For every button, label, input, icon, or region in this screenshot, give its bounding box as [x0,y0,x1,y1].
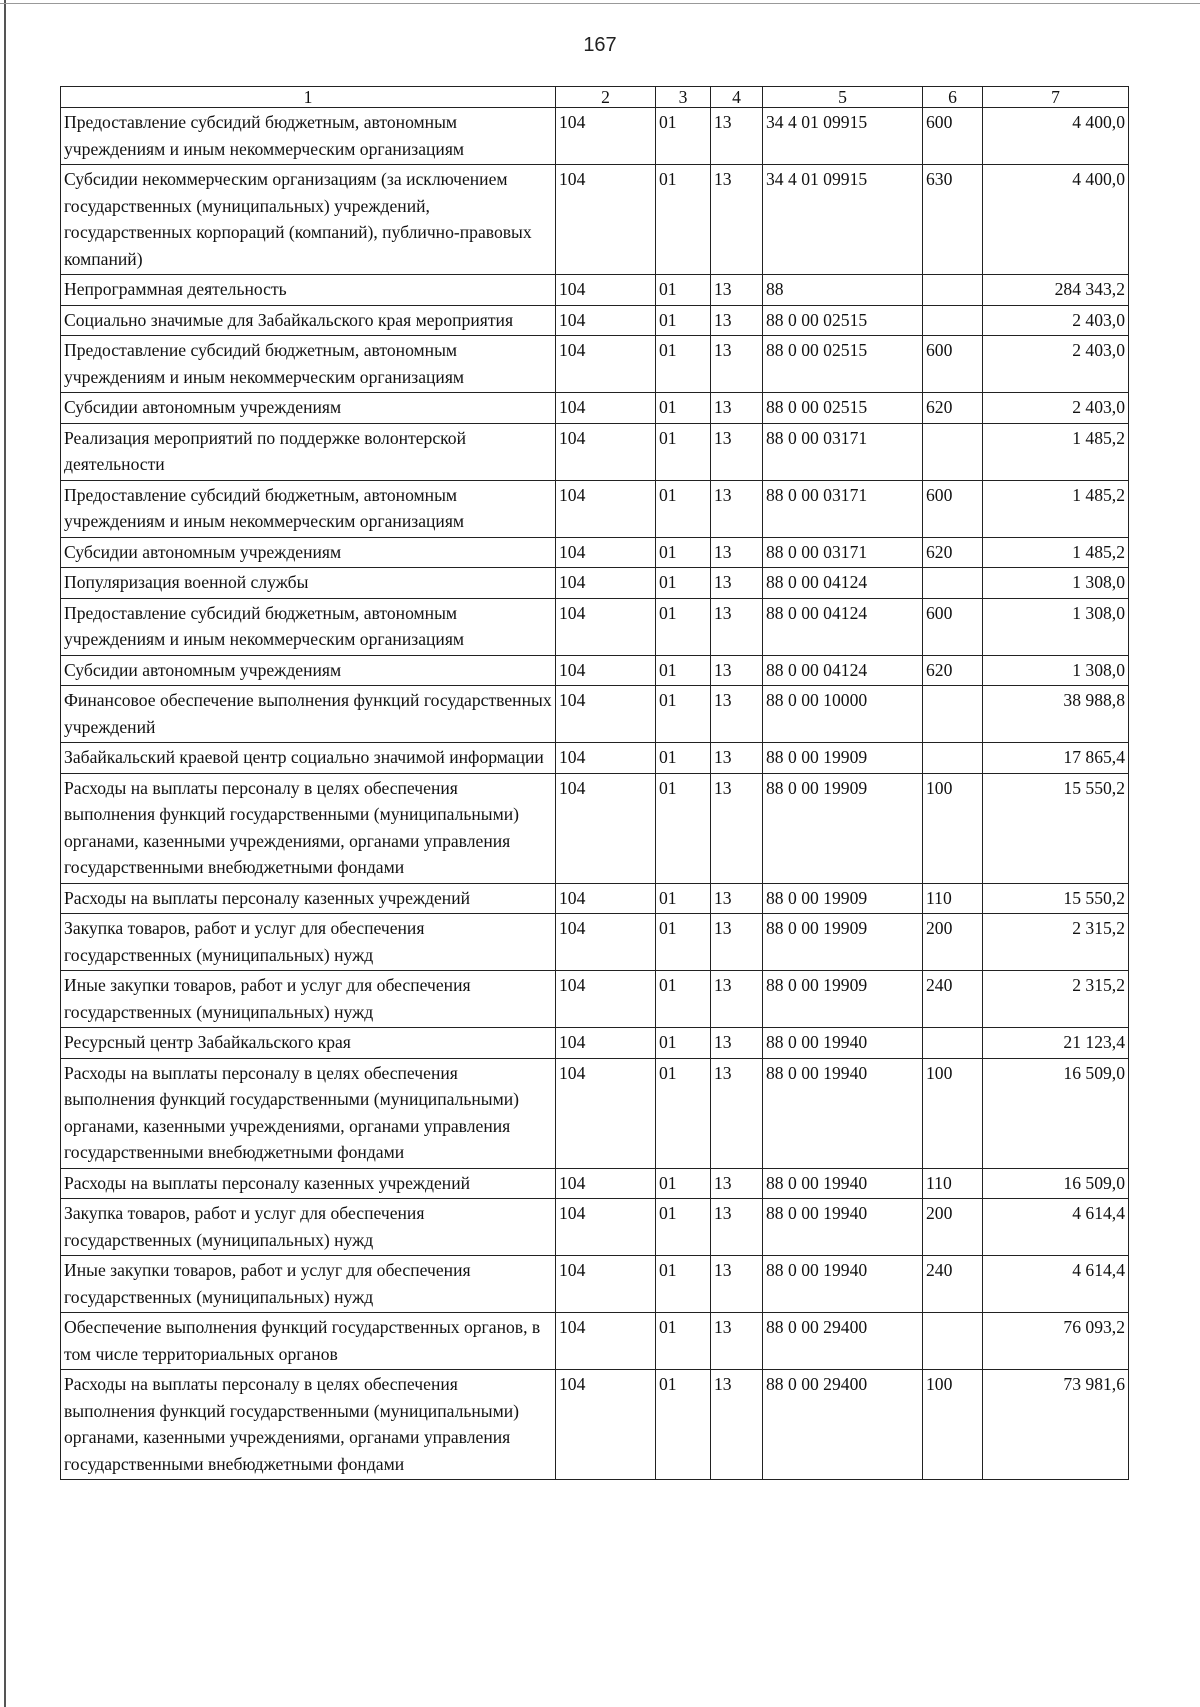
amount-cell: 1 485,2 [983,537,1129,568]
name-cell: Обеспечение выполнения функций государственных органов, в том числе территориальных органов [61,1313,556,1370]
section-cell: 104 [556,1058,656,1168]
subsection-cell: 01 [656,275,711,306]
amount-cell: 1 485,2 [983,480,1129,537]
item-cell: 13 [711,1199,763,1256]
item-cell: 13 [711,598,763,655]
amount-cell: 4 400,0 [983,165,1129,275]
name-cell: Расходы на выплаты персоналу казенных учреждений [61,1168,556,1199]
name-cell: Финансовое обеспечение выполнения функций государственных учреждений [61,686,556,743]
amount-cell: 2 315,2 [983,971,1129,1028]
table-row [61,971,1129,1028]
amount-cell: 16 509,0 [983,1058,1129,1168]
scan-left-border [4,0,6,1707]
section-cell: 104 [556,423,656,480]
subsection-cell: 01 [656,1199,711,1256]
expense-type-cell: 100 [923,773,983,883]
column-header: 1 [61,87,556,108]
section-cell: 104 [556,914,656,971]
header-row [61,87,1129,108]
expense-type-cell: 600 [923,480,983,537]
target-code-cell: 88 0 00 03171 [763,480,923,537]
table-row [61,1058,1129,1168]
subsection-cell: 01 [656,305,711,336]
table-row [61,686,1129,743]
subsection-cell: 01 [656,568,711,599]
table-row [61,275,1129,306]
expense-type-cell: 240 [923,971,983,1028]
name-cell: Субсидии некоммерческим организациям (за исключением государственных (муниципальных) учреждений, государственных корпораций (компаний), публично-правовых компаний) [61,165,556,275]
target-code-cell: 88 0 00 29400 [763,1370,923,1480]
name-cell: Иные закупки товаров, работ и услуг для обеспечения государственных (муниципальных) нужд [61,1256,556,1313]
amount-cell: 16 509,0 [983,1168,1129,1199]
section-cell: 104 [556,393,656,424]
subsection-cell: 01 [656,743,711,774]
table-row [61,336,1129,393]
expense-type-cell [923,1028,983,1059]
table-row [61,598,1129,655]
name-cell: Расходы на выплаты персоналу в целях обеспечения выполнения функций государственными (муниципальными) органами, казенными учреждениями, органами управления государственными внебюджетными фондами [61,1370,556,1480]
name-cell: Субсидии автономным учреждениям [61,537,556,568]
expense-type-cell: 600 [923,108,983,165]
table-row [61,108,1129,165]
item-cell: 13 [711,971,763,1028]
amount-cell: 284 343,2 [983,275,1129,306]
expense-type-cell [923,1313,983,1370]
item-cell: 13 [711,883,763,914]
table-row [61,773,1129,883]
section-cell: 104 [556,1168,656,1199]
expense-type-cell: 240 [923,1256,983,1313]
subsection-cell: 01 [656,336,711,393]
amount-cell: 73 981,6 [983,1370,1129,1480]
table-body [61,108,1129,1480]
table-row [61,1370,1129,1480]
budget-table [60,86,1129,1480]
amount-cell: 1 485,2 [983,423,1129,480]
name-cell: Социально значимые для Забайкальского края мероприятия [61,305,556,336]
expense-type-cell [923,568,983,599]
expense-type-cell: 200 [923,914,983,971]
name-cell: Предоставление субсидий бюджетным, автономным учреждениям и иным некоммерческим организациям [61,480,556,537]
item-cell: 13 [711,537,763,568]
subsection-cell: 01 [656,480,711,537]
item-cell: 13 [711,1370,763,1480]
name-cell: Иные закупки товаров, работ и услуг для обеспечения государственных (муниципальных) нужд [61,971,556,1028]
expense-type-cell: 620 [923,655,983,686]
subsection-cell: 01 [656,971,711,1028]
target-code-cell: 88 0 00 19909 [763,914,923,971]
item-cell: 13 [711,1168,763,1199]
section-cell: 104 [556,743,656,774]
name-cell: Предоставление субсидий бюджетным, автономным учреждениям и иным некоммерческим организациям [61,336,556,393]
amount-cell: 4 614,4 [983,1256,1129,1313]
scan-top-border [0,3,1200,4]
table-row [61,883,1129,914]
column-header: 3 [656,87,711,108]
expense-type-cell: 100 [923,1370,983,1480]
section-cell: 104 [556,305,656,336]
table-row [61,568,1129,599]
item-cell: 13 [711,108,763,165]
item-cell: 13 [711,305,763,336]
amount-cell: 4 400,0 [983,108,1129,165]
item-cell: 13 [711,914,763,971]
column-header: 4 [711,87,763,108]
name-cell: Расходы на выплаты персоналу в целях обеспечения выполнения функций государственными (муниципальными) органами, казенными учреждениями, органами управления государственными внебюджетными фондами [61,773,556,883]
table-row [61,1256,1129,1313]
target-code-cell: 88 0 00 19909 [763,743,923,774]
target-code-cell: 88 0 00 19940 [763,1028,923,1059]
section-cell: 104 [556,971,656,1028]
target-code-cell: 88 0 00 19940 [763,1168,923,1199]
target-code-cell: 88 0 00 04124 [763,568,923,599]
table-row [61,305,1129,336]
section-cell: 104 [556,568,656,599]
subsection-cell: 01 [656,1168,711,1199]
target-code-cell: 88 0 00 02515 [763,336,923,393]
table-row [61,743,1129,774]
item-cell: 13 [711,1028,763,1059]
expense-type-cell [923,743,983,774]
expense-type-cell: 630 [923,165,983,275]
section-cell: 104 [556,275,656,306]
expense-type-cell: 110 [923,883,983,914]
item-cell: 13 [711,480,763,537]
amount-cell: 2 403,0 [983,305,1129,336]
target-code-cell: 88 0 00 19909 [763,971,923,1028]
target-code-cell: 34 4 01 09915 [763,108,923,165]
subsection-cell: 01 [656,537,711,568]
section-cell: 104 [556,598,656,655]
column-header: 2 [556,87,656,108]
amount-cell: 1 308,0 [983,568,1129,599]
column-header: 6 [923,87,983,108]
expense-type-cell: 620 [923,537,983,568]
section-cell: 104 [556,336,656,393]
target-code-cell: 88 [763,275,923,306]
name-cell: Субсидии автономным учреждениям [61,655,556,686]
section-cell: 104 [556,108,656,165]
target-code-cell: 88 0 00 04124 [763,598,923,655]
subsection-cell: 01 [656,598,711,655]
amount-cell: 76 093,2 [983,1313,1129,1370]
name-cell: Закупка товаров, работ и услуг для обеспечения государственных (муниципальных) нужд [61,914,556,971]
name-cell: Ресурсный центр Забайкальского края [61,1028,556,1059]
amount-cell: 2 403,0 [983,393,1129,424]
item-cell: 13 [711,743,763,774]
table-row [61,655,1129,686]
target-code-cell: 88 0 00 04124 [763,655,923,686]
subsection-cell: 01 [656,1370,711,1480]
subsection-cell: 01 [656,393,711,424]
subsection-cell: 01 [656,686,711,743]
name-cell: Забайкальский краевой центр социально значимой информации [61,743,556,774]
column-header: 5 [763,87,923,108]
name-cell: Расходы на выплаты персоналу казенных учреждений [61,883,556,914]
subsection-cell: 01 [656,1313,711,1370]
name-cell: Предоставление субсидий бюджетным, автономным учреждениям и иным некоммерческим организациям [61,108,556,165]
target-code-cell: 88 0 00 19909 [763,883,923,914]
name-cell: Реализация мероприятий по поддержке волонтерской деятельности [61,423,556,480]
section-cell: 104 [556,773,656,883]
target-code-cell: 88 0 00 19940 [763,1058,923,1168]
subsection-cell: 01 [656,655,711,686]
expense-type-cell: 620 [923,393,983,424]
subsection-cell: 01 [656,423,711,480]
item-cell: 13 [711,1256,763,1313]
subsection-cell: 01 [656,1028,711,1059]
section-cell: 104 [556,1028,656,1059]
item-cell: 13 [711,393,763,424]
section-cell: 104 [556,165,656,275]
name-cell: Предоставление субсидий бюджетным, автономным учреждениям и иным некоммерческим организациям [61,598,556,655]
expense-type-cell: 110 [923,1168,983,1199]
item-cell: 13 [711,655,763,686]
target-code-cell: 88 0 00 19940 [763,1256,923,1313]
name-cell: Закупка товаров, работ и услуг для обеспечения государственных (муниципальных) нужд [61,1199,556,1256]
amount-cell: 4 614,4 [983,1199,1129,1256]
table-row [61,1199,1129,1256]
target-code-cell: 88 0 00 19909 [763,773,923,883]
section-cell: 104 [556,883,656,914]
subsection-cell: 01 [656,883,711,914]
section-cell: 104 [556,1313,656,1370]
section-cell: 104 [556,480,656,537]
amount-cell: 1 308,0 [983,598,1129,655]
table-row [61,165,1129,275]
target-code-cell: 88 0 00 03171 [763,537,923,568]
amount-cell: 21 123,4 [983,1028,1129,1059]
item-cell: 13 [711,275,763,306]
subsection-cell: 01 [656,1256,711,1313]
subsection-cell: 01 [656,914,711,971]
amount-cell: 1 308,0 [983,655,1129,686]
name-cell: Непрограммная деятельность [61,275,556,306]
amount-cell: 38 988,8 [983,686,1129,743]
expense-type-cell [923,275,983,306]
table-row [61,480,1129,537]
table-row [61,1168,1129,1199]
name-cell: Субсидии автономным учреждениям [61,393,556,424]
name-cell: Расходы на выплаты персоналу в целях обеспечения выполнения функций государственными (муниципальными) органами, казенными учреждениями, органами управления государственными внебюджетными фондами [61,1058,556,1168]
table-row [61,1028,1129,1059]
name-cell: Популяризация военной службы [61,568,556,599]
table-row [61,393,1129,424]
section-cell: 104 [556,1370,656,1480]
item-cell: 13 [711,568,763,599]
expense-type-cell [923,305,983,336]
amount-cell: 15 550,2 [983,773,1129,883]
subsection-cell: 01 [656,1058,711,1168]
expense-type-cell: 100 [923,1058,983,1168]
amount-cell: 2 403,0 [983,336,1129,393]
item-cell: 13 [711,165,763,275]
section-cell: 104 [556,1256,656,1313]
subsection-cell: 01 [656,773,711,883]
section-cell: 104 [556,655,656,686]
item-cell: 13 [711,686,763,743]
table-row [61,423,1129,480]
table-row [61,1313,1129,1370]
item-cell: 13 [711,1058,763,1168]
target-code-cell: 88 0 00 02515 [763,305,923,336]
target-code-cell: 88 0 00 03171 [763,423,923,480]
table-row [61,537,1129,568]
expense-type-cell [923,423,983,480]
section-cell: 104 [556,686,656,743]
target-code-cell: 88 0 00 29400 [763,1313,923,1370]
item-cell: 13 [711,336,763,393]
expense-type-cell: 200 [923,1199,983,1256]
expense-type-cell [923,686,983,743]
target-code-cell: 88 0 00 19940 [763,1199,923,1256]
table-row [61,914,1129,971]
target-code-cell: 88 0 00 10000 [763,686,923,743]
page-number: 167 [583,34,617,56]
subsection-cell: 01 [656,165,711,275]
item-cell: 13 [711,423,763,480]
section-cell: 104 [556,1199,656,1256]
expense-type-cell: 600 [923,336,983,393]
target-code-cell: 34 4 01 09915 [763,165,923,275]
item-cell: 13 [711,773,763,883]
expense-type-cell: 600 [923,598,983,655]
subsection-cell: 01 [656,108,711,165]
column-header: 7 [983,87,1129,108]
target-code-cell: 88 0 00 02515 [763,393,923,424]
amount-cell: 17 865,4 [983,743,1129,774]
amount-cell: 2 315,2 [983,914,1129,971]
item-cell: 13 [711,1313,763,1370]
section-cell: 104 [556,537,656,568]
amount-cell: 15 550,2 [983,883,1129,914]
